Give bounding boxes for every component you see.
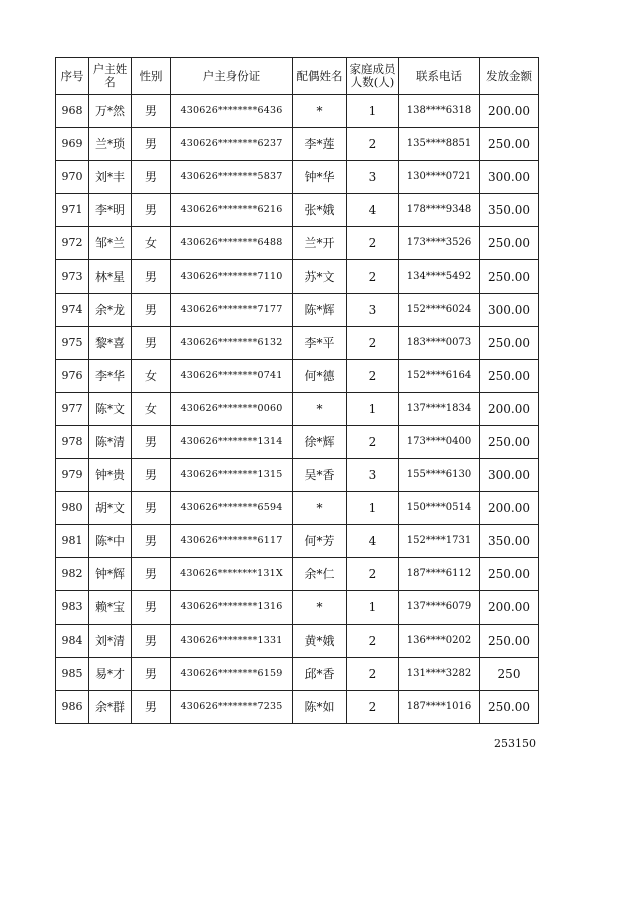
cell-phone: 130****0721 <box>399 161 480 194</box>
cell-seq: 975 <box>56 326 89 359</box>
table-row <box>56 227 539 260</box>
cell-amount: 250.00 <box>480 558 539 591</box>
cell-spouse-name: 吴*香 <box>293 459 347 492</box>
cell-spouse-name: 余*仁 <box>293 558 347 591</box>
cell-id-number: 430626********6117 <box>171 525 293 558</box>
cell-amount: 250.00 <box>480 227 539 260</box>
cell-spouse-name: 陈*如 <box>293 690 347 723</box>
cell-householder-name: 万*然 <box>89 95 132 128</box>
header-phone: 联系电话 <box>399 58 480 95</box>
cell-family-size: 2 <box>347 624 399 657</box>
header-gender: 性别 <box>132 58 171 95</box>
cell-gender: 女 <box>132 359 171 392</box>
cell-spouse-name: 何*德 <box>293 359 347 392</box>
cell-family-size: 3 <box>347 459 399 492</box>
cell-spouse-name: 李*平 <box>293 326 347 359</box>
cell-phone: 150****0514 <box>399 492 480 525</box>
cell-phone: 136****0202 <box>399 624 480 657</box>
cell-amount: 300.00 <box>480 459 539 492</box>
cell-amount: 250.00 <box>480 624 539 657</box>
cell-amount: 250.00 <box>480 359 539 392</box>
cell-id-number: 430626********7235 <box>171 690 293 723</box>
cell-phone: 135****8851 <box>399 128 480 161</box>
header-family-size: 家庭成员人数(人) <box>347 58 399 95</box>
cell-householder-name: 刘*丰 <box>89 161 132 194</box>
header-seq: 序号 <box>56 58 89 95</box>
cell-id-number: 430626********1316 <box>171 591 293 624</box>
table-row <box>56 591 539 624</box>
cell-phone: 187****6112 <box>399 558 480 591</box>
cell-family-size: 2 <box>347 558 399 591</box>
cell-spouse-name: * <box>293 392 347 425</box>
cell-amount: 250.00 <box>480 326 539 359</box>
cell-phone: 152****6164 <box>399 359 480 392</box>
cell-id-number: 430626********1314 <box>171 425 293 458</box>
cell-householder-name: 黎*喜 <box>89 326 132 359</box>
cell-family-size: 1 <box>347 492 399 525</box>
table-row <box>56 624 539 657</box>
header-id-number: 户主身份证 <box>171 58 293 95</box>
table-row <box>56 459 539 492</box>
cell-phone: 155****6130 <box>399 459 480 492</box>
table-row <box>56 392 539 425</box>
cell-householder-name: 兰*琐 <box>89 128 132 161</box>
cell-gender: 男 <box>132 260 171 293</box>
cell-seq: 984 <box>56 624 89 657</box>
cell-gender: 男 <box>132 194 171 227</box>
cell-phone: 138****6318 <box>399 95 480 128</box>
cell-seq: 974 <box>56 293 89 326</box>
cell-seq: 970 <box>56 161 89 194</box>
cell-gender: 女 <box>132 227 171 260</box>
cell-seq: 976 <box>56 359 89 392</box>
cell-gender: 男 <box>132 326 171 359</box>
cell-spouse-name: 徐*辉 <box>293 425 347 458</box>
cell-seq: 983 <box>56 591 89 624</box>
cell-gender: 男 <box>132 128 171 161</box>
cell-householder-name: 钟*贵 <box>89 459 132 492</box>
cell-seq: 971 <box>56 194 89 227</box>
cell-gender: 男 <box>132 525 171 558</box>
table-row <box>56 690 539 723</box>
cell-id-number: 430626********6436 <box>171 95 293 128</box>
cell-amount: 300.00 <box>480 293 539 326</box>
cell-gender: 男 <box>132 161 171 194</box>
cell-seq: 973 <box>56 260 89 293</box>
table-row <box>56 326 539 359</box>
table-row <box>56 558 539 591</box>
cell-gender: 男 <box>132 459 171 492</box>
cell-spouse-name: 何*芳 <box>293 525 347 558</box>
table-row <box>56 425 539 458</box>
cell-householder-name: 赖*宝 <box>89 591 132 624</box>
cell-householder-name: 胡*文 <box>89 492 132 525</box>
cell-id-number: 430626********6159 <box>171 657 293 690</box>
cell-seq: 977 <box>56 392 89 425</box>
cell-amount: 250.00 <box>480 128 539 161</box>
cell-spouse-name: * <box>293 95 347 128</box>
cell-phone: 183****0073 <box>399 326 480 359</box>
cell-seq: 972 <box>56 227 89 260</box>
cell-seq: 985 <box>56 657 89 690</box>
cell-id-number: 430626********6594 <box>171 492 293 525</box>
cell-householder-name: 余*龙 <box>89 293 132 326</box>
cell-family-size: 1 <box>347 95 399 128</box>
cell-phone: 187****1016 <box>399 690 480 723</box>
cell-seq: 986 <box>56 690 89 723</box>
cell-householder-name: 钟*辉 <box>89 558 132 591</box>
cell-amount: 350.00 <box>480 194 539 227</box>
cell-id-number: 430626********7110 <box>171 260 293 293</box>
table-row <box>56 657 539 690</box>
cell-amount: 250.00 <box>480 425 539 458</box>
cell-family-size: 3 <box>347 293 399 326</box>
cell-amount: 250.00 <box>480 690 539 723</box>
cell-householder-name: 李*华 <box>89 359 132 392</box>
cell-spouse-name: 张*娥 <box>293 194 347 227</box>
cell-spouse-name: 兰*开 <box>293 227 347 260</box>
cell-gender: 男 <box>132 624 171 657</box>
cell-family-size: 2 <box>347 425 399 458</box>
cell-family-size: 2 <box>347 128 399 161</box>
cell-amount: 200.00 <box>480 591 539 624</box>
cell-gender: 男 <box>132 657 171 690</box>
cell-family-size: 4 <box>347 194 399 227</box>
cell-family-size: 2 <box>347 260 399 293</box>
header-spouse-name: 配偶姓名 <box>293 58 347 95</box>
cell-householder-name: 邹*兰 <box>89 227 132 260</box>
cell-phone: 137****6079 <box>399 591 480 624</box>
cell-id-number: 430626********0060 <box>171 392 293 425</box>
cell-family-size: 2 <box>347 690 399 723</box>
cell-amount: 200.00 <box>480 95 539 128</box>
cell-spouse-name: 钟*华 <box>293 161 347 194</box>
cell-spouse-name: 陈*辉 <box>293 293 347 326</box>
cell-phone: 152****6024 <box>399 293 480 326</box>
cell-seq: 981 <box>56 525 89 558</box>
cell-id-number: 430626********1331 <box>171 624 293 657</box>
cell-gender: 男 <box>132 591 171 624</box>
cell-seq: 978 <box>56 425 89 458</box>
cell-family-size: 1 <box>347 591 399 624</box>
cell-spouse-name: 苏*文 <box>293 260 347 293</box>
cell-amount: 250.00 <box>480 260 539 293</box>
cell-gender: 男 <box>132 690 171 723</box>
cell-seq: 968 <box>56 95 89 128</box>
cell-amount: 350.00 <box>480 525 539 558</box>
cell-phone: 152****1731 <box>399 525 480 558</box>
cell-family-size: 4 <box>347 525 399 558</box>
header-row <box>56 58 539 95</box>
cell-id-number: 430626********131X <box>171 558 293 591</box>
header-householder-name: 户主姓名 <box>89 58 132 95</box>
cell-seq: 980 <box>56 492 89 525</box>
table-row <box>56 194 539 227</box>
cell-gender: 男 <box>132 558 171 591</box>
cell-householder-name: 李*明 <box>89 194 132 227</box>
cell-spouse-name: 黄*娥 <box>293 624 347 657</box>
subsidy-table <box>55 57 539 724</box>
cell-amount: 200.00 <box>480 392 539 425</box>
cell-householder-name: 刘*清 <box>89 624 132 657</box>
cell-gender: 男 <box>132 425 171 458</box>
cell-id-number: 430626********1315 <box>171 459 293 492</box>
cell-gender: 女 <box>132 392 171 425</box>
table-row <box>56 492 539 525</box>
cell-householder-name: 易*才 <box>89 657 132 690</box>
cell-amount: 200.00 <box>480 492 539 525</box>
cell-gender: 男 <box>132 95 171 128</box>
cell-amount: 300.00 <box>480 161 539 194</box>
cell-family-size: 3 <box>347 161 399 194</box>
cell-seq: 979 <box>56 459 89 492</box>
cell-id-number: 430626********6488 <box>171 227 293 260</box>
cell-seq: 982 <box>56 558 89 591</box>
cell-phone: 173****0400 <box>399 425 480 458</box>
cell-id-number: 430626********6216 <box>171 194 293 227</box>
cell-family-size: 2 <box>347 326 399 359</box>
cell-phone: 178****9348 <box>399 194 480 227</box>
cell-family-size: 2 <box>347 359 399 392</box>
cell-id-number: 430626********7177 <box>171 293 293 326</box>
cell-spouse-name: 李*莲 <box>293 128 347 161</box>
table-row <box>56 525 539 558</box>
cell-seq: 969 <box>56 128 89 161</box>
cell-family-size: 2 <box>347 227 399 260</box>
cell-id-number: 430626********6237 <box>171 128 293 161</box>
cell-householder-name: 陈*文 <box>89 392 132 425</box>
grand-total: 253150 <box>494 737 536 750</box>
cell-householder-name: 陈*中 <box>89 525 132 558</box>
table-row <box>56 260 539 293</box>
cell-phone: 131****3282 <box>399 657 480 690</box>
cell-family-size: 1 <box>347 392 399 425</box>
cell-phone: 173****3526 <box>399 227 480 260</box>
table-row <box>56 128 539 161</box>
cell-gender: 男 <box>132 293 171 326</box>
cell-id-number: 430626********6132 <box>171 326 293 359</box>
cell-householder-name: 陈*清 <box>89 425 132 458</box>
cell-spouse-name: * <box>293 492 347 525</box>
cell-phone: 137****1834 <box>399 392 480 425</box>
table-row <box>56 161 539 194</box>
cell-id-number: 430626********0741 <box>171 359 293 392</box>
cell-id-number: 430626********5837 <box>171 161 293 194</box>
header-amount: 发放金额 <box>480 58 539 95</box>
cell-family-size: 2 <box>347 657 399 690</box>
cell-spouse-name: 邱*香 <box>293 657 347 690</box>
cell-amount: 250 <box>480 657 539 690</box>
table-row <box>56 359 539 392</box>
table-row <box>56 293 539 326</box>
table-row <box>56 95 539 128</box>
cell-gender: 男 <box>132 492 171 525</box>
cell-phone: 134****5492 <box>399 260 480 293</box>
cell-householder-name: 余*群 <box>89 690 132 723</box>
cell-spouse-name: * <box>293 591 347 624</box>
cell-householder-name: 林*星 <box>89 260 132 293</box>
